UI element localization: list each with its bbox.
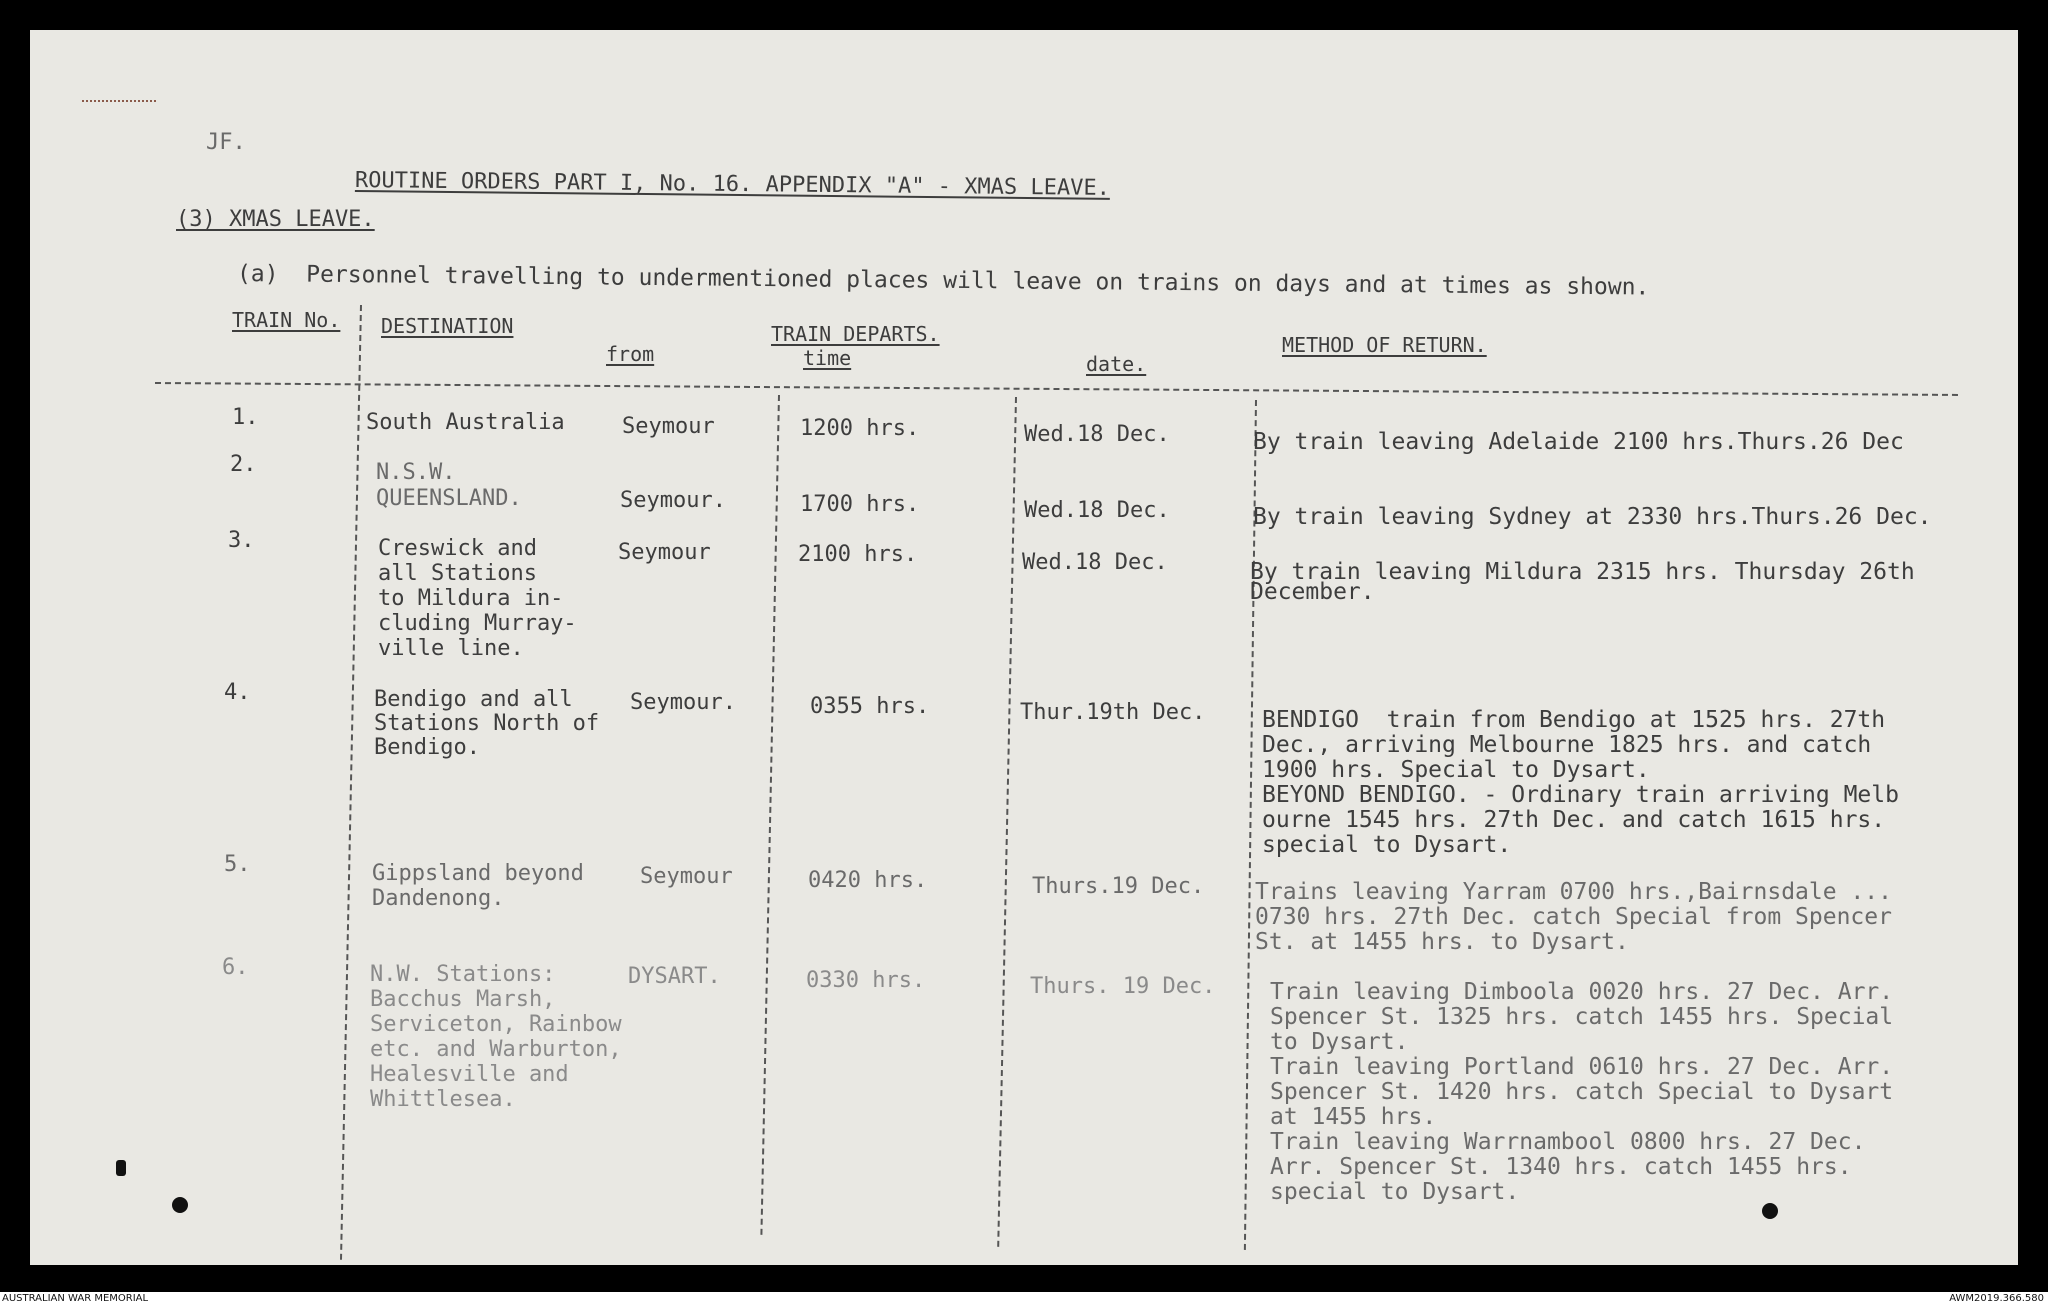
archive-reference: AWM2019.366.580 <box>1949 1293 2044 1304</box>
col-destination: DESTINATION <box>381 314 514 338</box>
return-method-line: Spencer St. 1325 hrs. catch 1455 hrs. Special <box>1270 1004 1894 1030</box>
return-method-line: special to Dysart. <box>1270 1179 1520 1205</box>
depart-date: Wed.18 Dec. <box>1024 422 1170 447</box>
depart-date: Wed.18 Dec. <box>1022 550 1168 575</box>
return-method-line: St. at 1455 hrs. to Dysart. <box>1255 929 1629 955</box>
destination-line: QUEENSLAND. <box>376 486 522 511</box>
initials: JF. <box>206 130 246 155</box>
depart-time: 2100 hrs. <box>798 542 918 567</box>
return-method-line: By train leaving Adelaide 2100 hrs.Thurs.26 Dec <box>1253 429 1904 455</box>
row-number: 2. <box>230 452 257 477</box>
return-method-line: BEYOND BENDIGO. - Ordinary train arriving Melb <box>1262 782 1899 808</box>
corner-mark <box>82 100 156 102</box>
destination-line: Gippsland beyond <box>372 861 584 886</box>
from-station: Seymour <box>640 864 733 889</box>
destination-line: South Australia <box>366 410 565 435</box>
destination-line: N.S.W. <box>376 460 456 485</box>
from-station: Seymour <box>622 414 715 439</box>
col-method: METHOD OF RETURN. <box>1282 333 1487 357</box>
destination-line: Bendigo. <box>374 735 480 760</box>
destination-line: Bendigo and all <box>374 687 573 712</box>
return-method-line: By train leaving Mildura 2315 hrs. Thursday 26th <box>1250 559 1915 585</box>
row-number: 3. <box>228 528 255 553</box>
col-train-no: TRAIN No. <box>232 308 341 332</box>
destination-line: Healesville and <box>370 1062 569 1087</box>
col-from: from <box>606 342 655 366</box>
return-method-line: Train leaving Portland 0610 hrs. 27 Dec. Arr. <box>1270 1054 1894 1080</box>
intro-text: (a) Personnel travelling to undermentioned places will leave on trains on days and at times as shown. <box>236 261 1650 301</box>
depart-date: Wed.18 Dec. <box>1024 498 1170 523</box>
destination-line: to Mildura in- <box>378 586 564 611</box>
row-number: 5. <box>224 852 251 877</box>
return-method-line: 1900 hrs. Special to Dysart. <box>1262 757 1650 783</box>
archive-footer <box>0 1292 2048 1307</box>
col-date: date. <box>1086 352 1147 376</box>
destination-line: ville line. <box>378 636 524 661</box>
punch-hole-left <box>172 1197 188 1213</box>
return-method-line: Dec., arriving Melbourne 1825 hrs. and catch <box>1262 732 1872 758</box>
return-method-line: December. <box>1250 579 1375 605</box>
destination-line: etc. and Warburton, <box>370 1037 622 1062</box>
depart-time: 1200 hrs. <box>800 416 920 441</box>
destination-line: Serviceton, Rainbow <box>370 1012 622 1037</box>
return-method-line: Train leaving Dimboola 0020 hrs. 27 Dec. Arr. <box>1270 979 1894 1005</box>
return-method-line: Arr. Spencer St. 1340 hrs. catch 1455 hrs. <box>1270 1154 1852 1180</box>
destination-line: N.W. Stations: <box>370 962 556 987</box>
destination-line: Stations North of <box>374 711 600 736</box>
section-heading: (3) XMAS LEAVE. <box>176 207 375 232</box>
row-number: 1. <box>232 405 259 430</box>
return-method-line: 0730 hrs. 27th Dec. catch Special from Spencer <box>1255 904 1892 930</box>
return-method-line: special to Dysart. <box>1262 832 1512 858</box>
from-station: DYSART. <box>628 964 721 989</box>
return-method-line: Trains leaving Yarram 0700 hrs.,Bairnsdale ... <box>1255 879 1892 905</box>
depart-time: 0355 hrs. <box>810 694 930 719</box>
depart-date: Thurs.19 Dec. <box>1032 874 1205 899</box>
destination-line: cluding Murray- <box>378 611 577 636</box>
return-method-line: By train leaving Sydney at 2330 hrs.Thurs.26 Dec. <box>1253 504 1932 530</box>
return-method-line: BENDIGO train from Bendigo at 1525 hrs. 27th <box>1262 707 1886 733</box>
destination-line: all Stations <box>378 561 537 586</box>
return-method-line: Train leaving Warrnambool 0800 hrs. 27 Dec. <box>1270 1129 1866 1155</box>
from-station: Seymour <box>618 540 711 565</box>
destination-line: Whittlesea. <box>370 1087 516 1112</box>
from-station: Seymour. <box>620 488 726 513</box>
return-method-line: ourne 1545 hrs. 27th Dec. and catch 1615 hrs. <box>1262 807 1886 833</box>
col-train-departs: TRAIN DEPARTS. <box>771 322 940 346</box>
depart-time: 1700 hrs. <box>800 492 920 517</box>
return-method-line: at 1455 hrs. <box>1270 1104 1437 1130</box>
depart-date: Thur.19th Dec. <box>1020 700 1206 725</box>
depart-time: 0420 hrs. <box>808 868 928 893</box>
destination-line: Bacchus Marsh, <box>370 987 556 1012</box>
row-number: 4. <box>224 680 251 705</box>
document-title: ROUTINE ORDERS PART I, No. 16. APPENDIX "A" - XMAS LEAVE. <box>354 168 1111 201</box>
destination-line: Dandenong. <box>372 886 505 911</box>
return-method-line: to Dysart. <box>1270 1029 1409 1055</box>
punch-hole-right <box>1762 1203 1778 1219</box>
return-method-line: Spencer St. 1420 hrs. catch Special to Dysart <box>1270 1079 1894 1105</box>
col-time: time <box>803 346 852 370</box>
archive-name: AUSTRALIAN WAR MEMORIAL <box>2 1293 149 1304</box>
from-station: Seymour. <box>630 690 736 715</box>
depart-time: 0330 hrs. <box>806 968 926 993</box>
ink-mark <box>116 1160 126 1176</box>
depart-date: Thurs. 19 Dec. <box>1030 974 1216 999</box>
destination-line: Creswick and <box>378 536 537 561</box>
row-number: 6. <box>222 955 249 980</box>
